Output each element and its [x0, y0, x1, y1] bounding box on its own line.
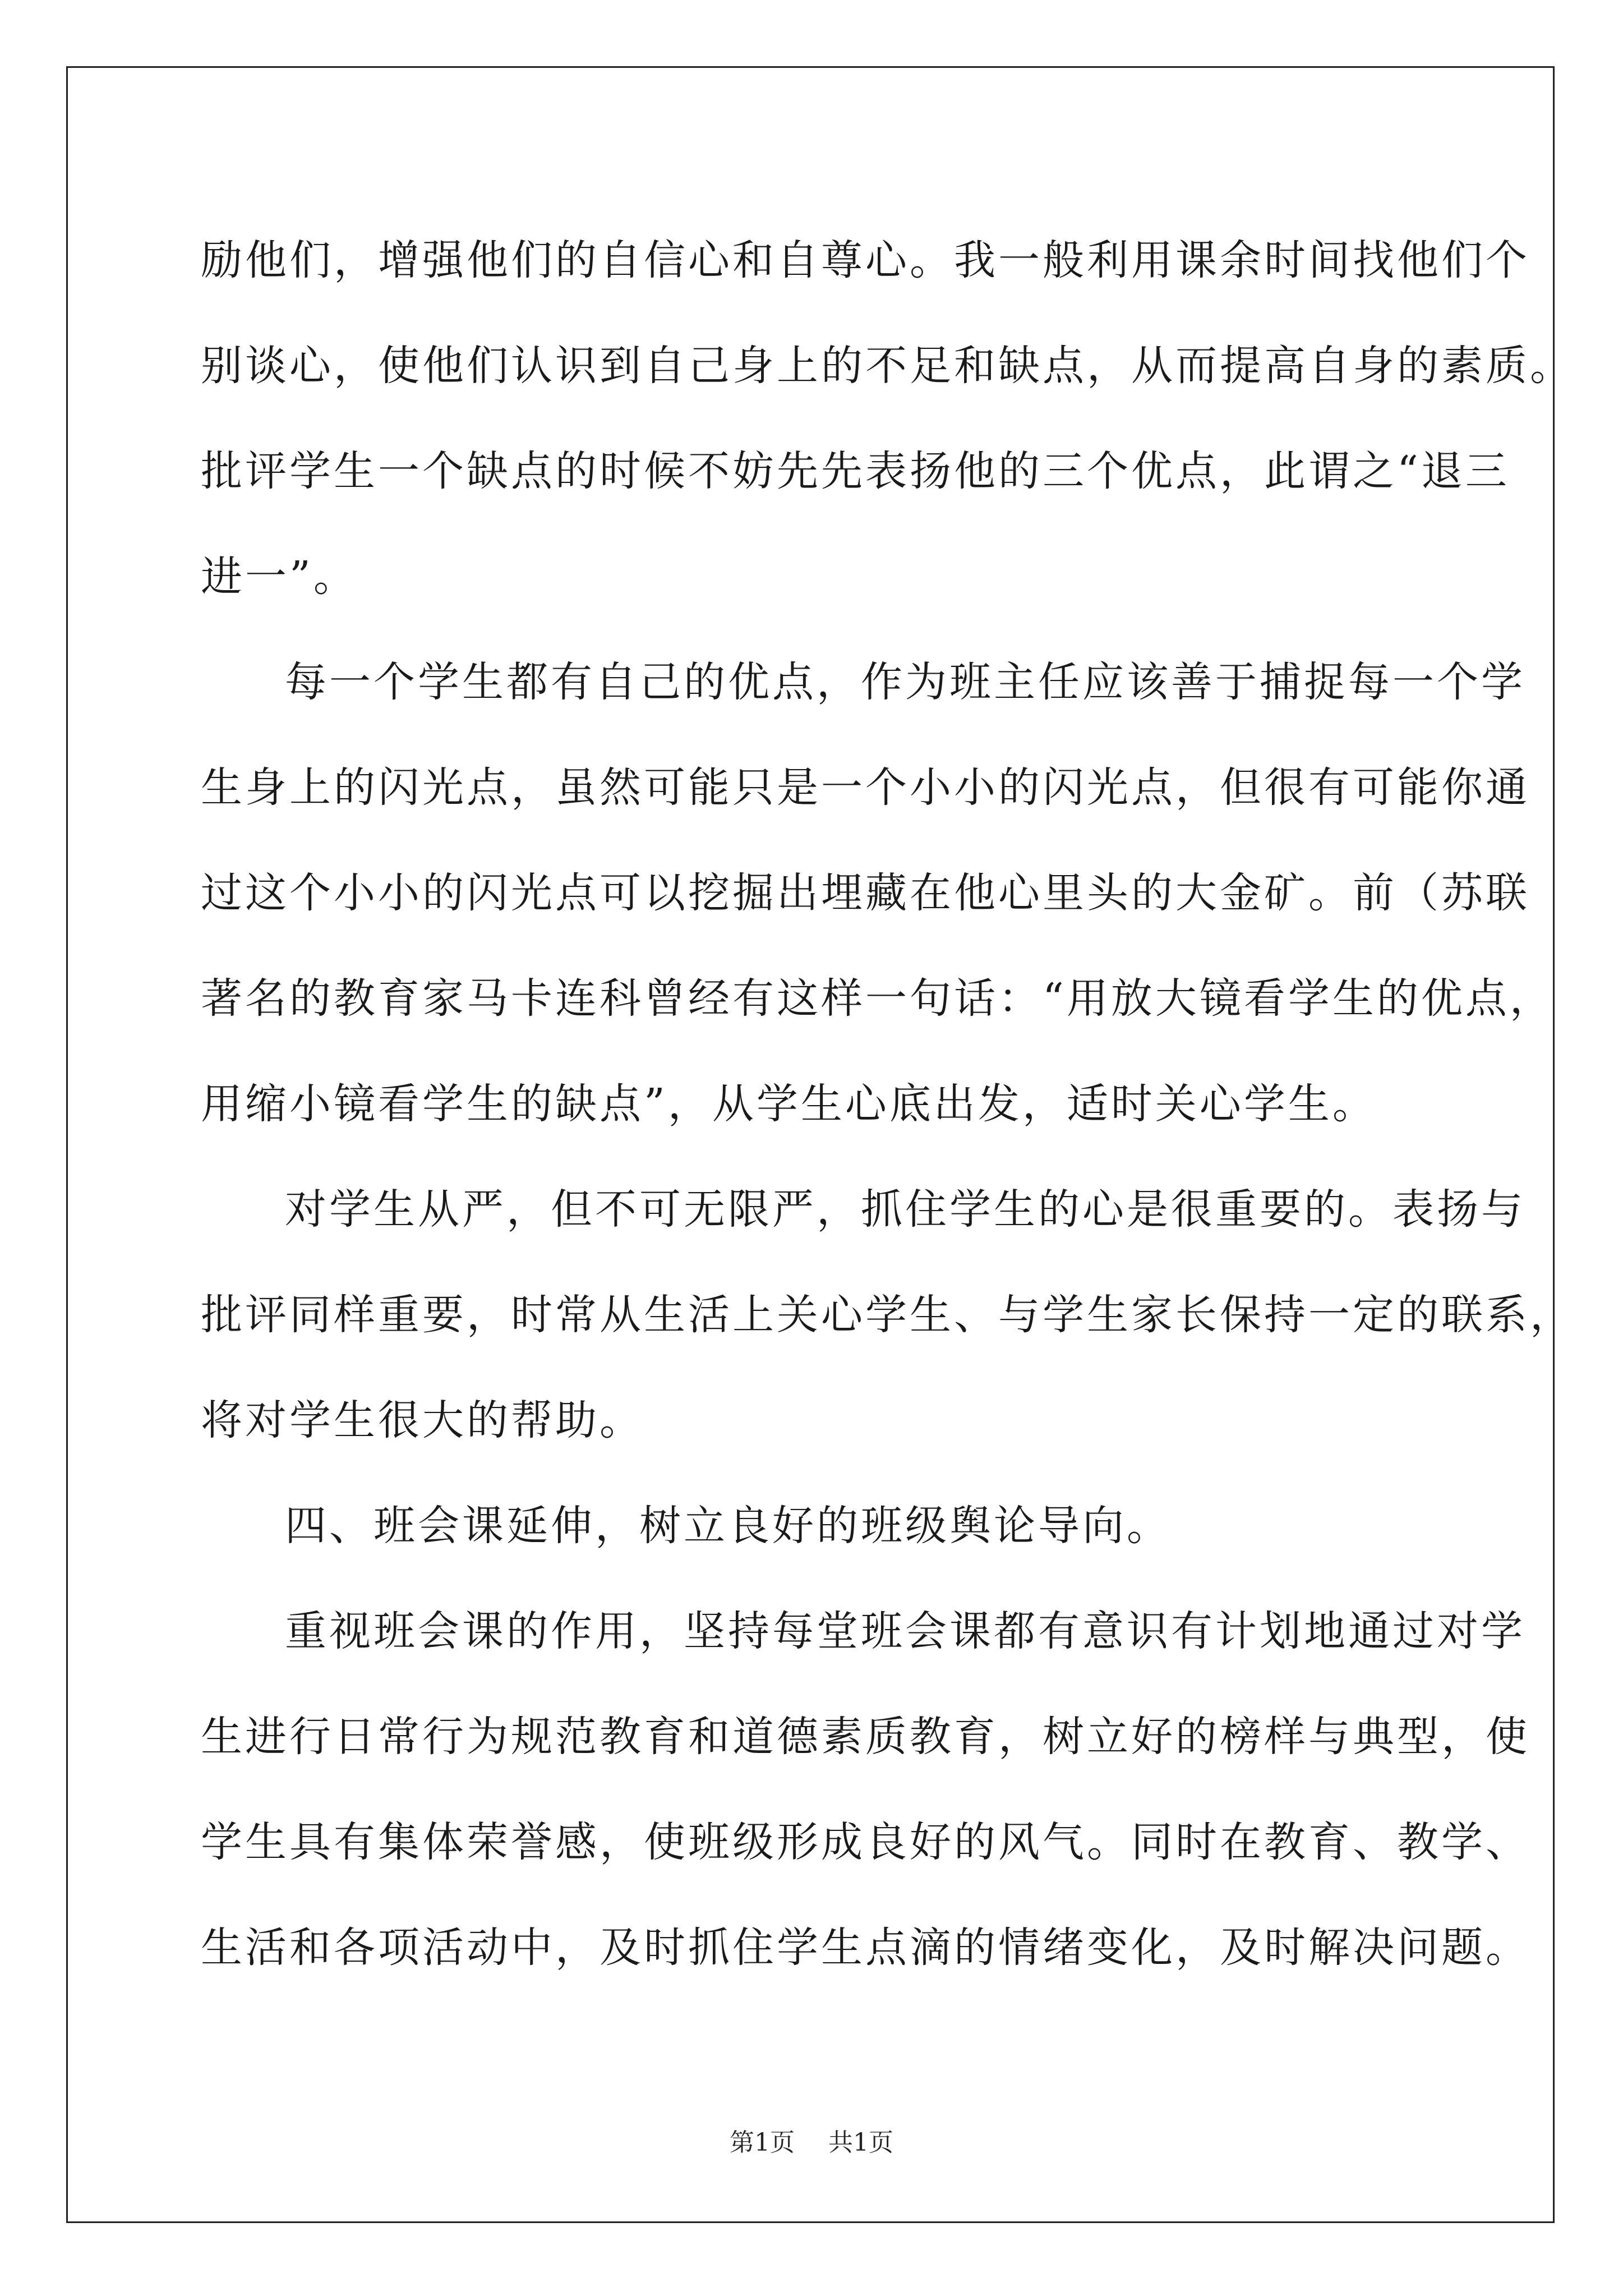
text-line: 学生具有集体荣誉感，使班级形成良好的风气。同时在教育、教学、 — [201, 1818, 1530, 1866]
page-total: 共1页 — [828, 2128, 893, 2157]
section-heading: 四、班会课延伸，树立良好的班级舆论导向。 — [285, 1502, 1171, 1550]
page-number: 第1页 — [730, 2128, 795, 2157]
paragraph-start-line: 重视班会课的作用，坚持每堂班会课都有意识有计划地通过对学 — [285, 1607, 1525, 1655]
text-line: 过这个小小的闪光点可以挖掘出埋藏在他心里头的大金矿。前（苏联 — [201, 869, 1530, 917]
page-footer — [0, 2126, 1623, 2160]
text-line: 生身上的闪光点，虽然可能只是一个小小的闪光点，但很有可能你通 — [201, 763, 1530, 812]
text-line: 励他们，增强他们的自信心和自尊心。我一般利用课余时间找他们个 — [201, 236, 1530, 284]
paragraph-start-line: 对学生从严，但不可无限严，抓住学生的心是很重要的。表扬与 — [285, 1185, 1525, 1234]
text-line: 进一”。 — [201, 553, 358, 601]
text-line: 生进行日常行为规范教育和道德素质教育，树立好的榜样与典型，使 — [201, 1713, 1530, 1761]
text-line: 别谈心，使他们认识到自己身上的不足和缺点，从而提高自身的素质。 — [201, 342, 1574, 390]
text-line: 用缩小镜看学生的缺点”，从学生心底出发，适时关心学生。 — [201, 1080, 1377, 1128]
text-line: 将对学生很大的帮助。 — [201, 1396, 644, 1444]
paragraph-start-line: 每一个学生都有自己的优点，作为班主任应该善于捕捉每一个学 — [285, 658, 1525, 706]
text-line: 生活和各项活动中，及时抓住学生点滴的情绪变化，及时解决问题。 — [201, 1924, 1530, 1972]
document-body — [201, 208, 1574, 2000]
text-line: 著名的教育家马卡连科曾经有这样一句话：“用放大镜看学生的优点， — [201, 974, 1554, 1023]
text-line: 批评同样重要，时常从生活上关心学生、与学生家长保持一定的联系， — [201, 1291, 1574, 1339]
text-line: 批评学生一个缺点的时候不妨先先表扬他的三个优点，此谓之“退三 — [201, 447, 1510, 495]
